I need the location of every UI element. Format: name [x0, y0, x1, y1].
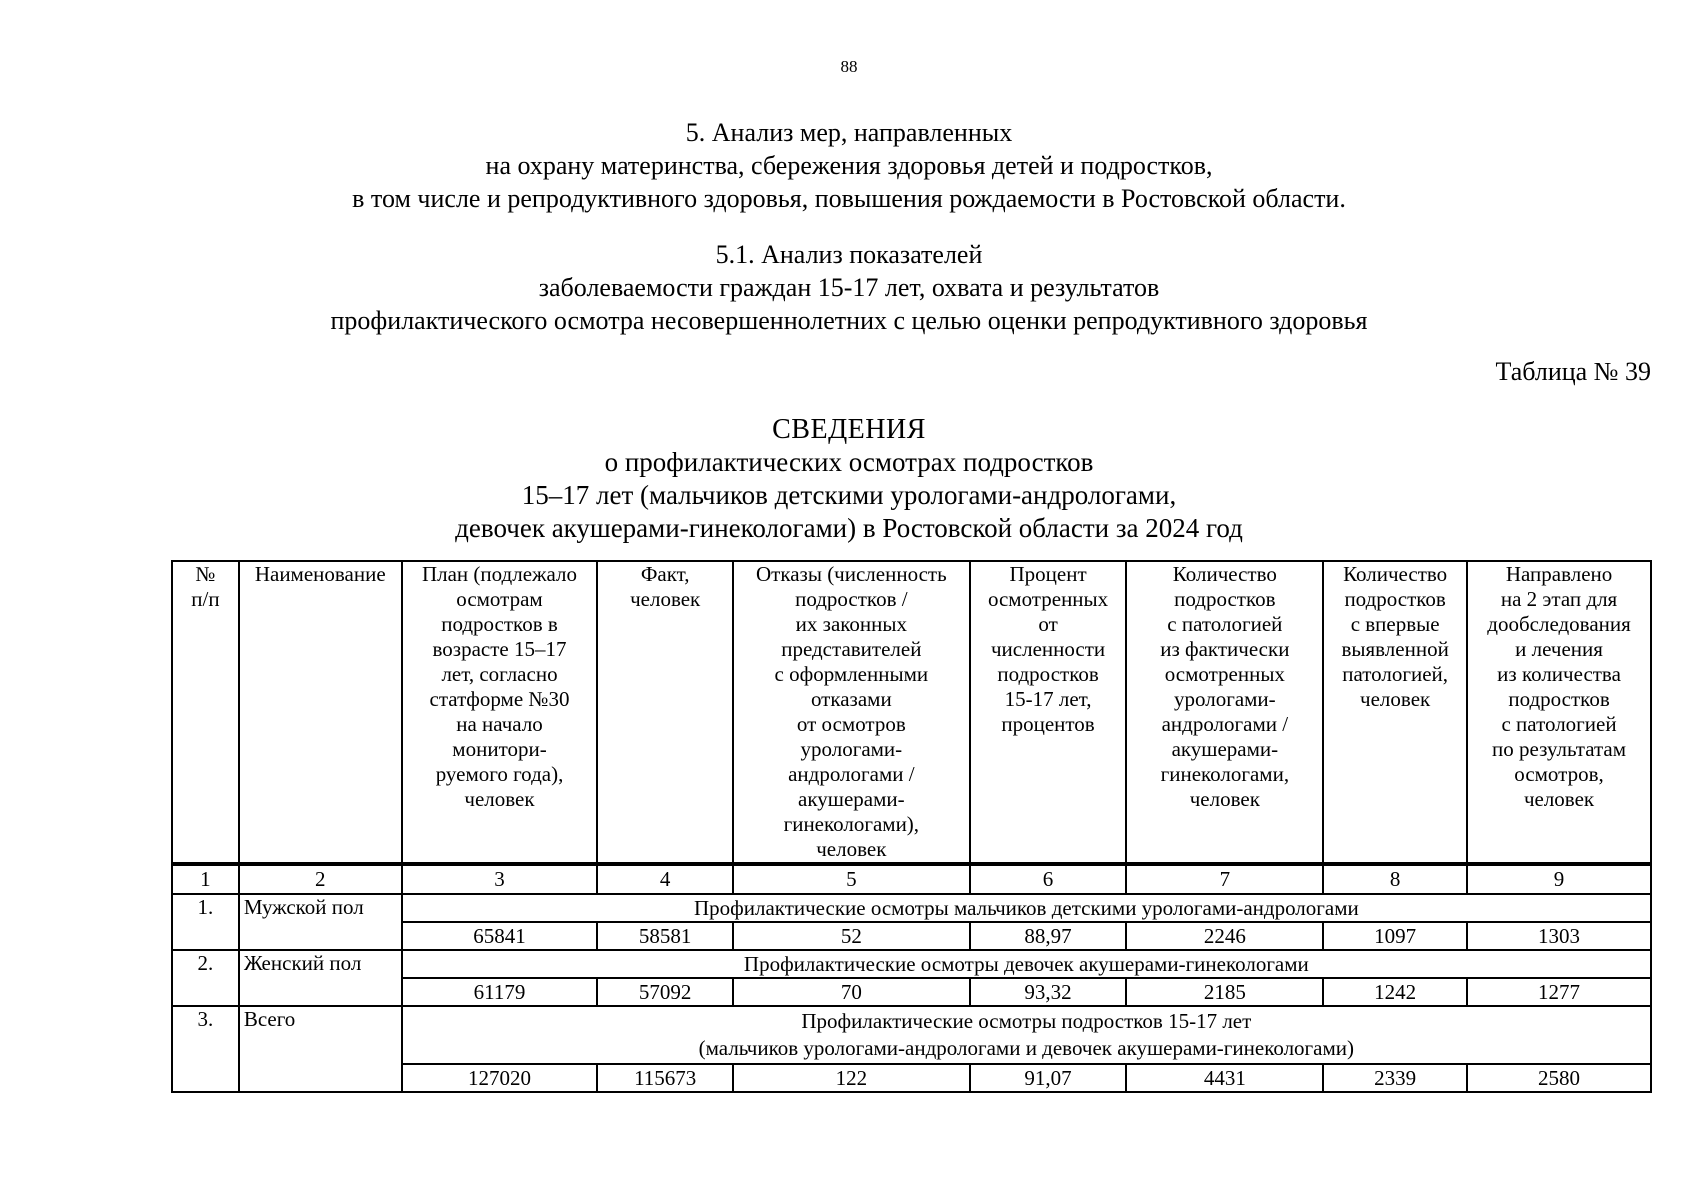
row-number: 3. — [172, 1006, 239, 1092]
column-header-line: осмотров, — [1514, 762, 1604, 786]
value-cell: 1303 — [1467, 922, 1651, 950]
value-cell: 2580 — [1467, 1064, 1651, 1092]
column-header-line: на начало — [456, 712, 543, 736]
column-number: 6 — [970, 864, 1127, 894]
value-cell: 57092 — [597, 978, 733, 1006]
column-header-line: акушерами- — [798, 787, 905, 811]
table-title-line: девочек акушерами-гинекологами) в Ростовской области за 2024 год — [455, 513, 1243, 543]
column-header-line: от осмотров — [796, 712, 906, 736]
heading-line: 5. Анализ мер, направленных — [685, 118, 1013, 147]
column-header-line: процентов — [1001, 712, 1095, 736]
column-number: 4 — [597, 864, 733, 894]
column-number-row — [172, 864, 1651, 894]
value-cell: 93,32 — [970, 978, 1127, 1006]
column-header-line: возрасте 15–17 — [432, 637, 567, 661]
column-header-line: человек — [1189, 787, 1260, 811]
page-number: 88 — [840, 57, 858, 76]
column-header-line: человек — [630, 587, 701, 611]
column-header-line: представителей — [781, 637, 922, 661]
column-header-line: Количество — [1172, 562, 1277, 586]
column-number: 7 — [1126, 864, 1323, 894]
inspection-table — [171, 560, 1652, 1093]
value-cell: 52 — [733, 922, 970, 950]
column-header — [1126, 561, 1323, 864]
column-number: 5 — [733, 864, 970, 894]
section-caption-line: (мальчиков урологами-андрологами и девочек акушерами-гинекологами) — [698, 1036, 1355, 1060]
column-number: 3 — [402, 864, 598, 894]
column-header-line: отказами — [810, 687, 892, 711]
value-cell: 2339 — [1323, 1064, 1467, 1092]
column-header-line: андрологами / — [788, 762, 915, 786]
table-row-female — [172, 950, 1651, 978]
heading-line: заболеваемости граждан 15-17 лет, охвата и результатов — [538, 273, 1160, 302]
value-cell: 127020 — [402, 1064, 598, 1092]
column-header-line: Наименование — [254, 562, 386, 586]
column-header-line: руемого года), — [435, 762, 564, 786]
column-header-line: акушерами- — [1171, 737, 1279, 761]
column-header-line: их законных — [795, 612, 907, 636]
column-header-line: статформе №30 — [429, 687, 570, 711]
column-header-line: от — [1038, 612, 1058, 636]
column-header-line: Факт, — [640, 562, 690, 586]
column-header-line: численности — [990, 637, 1106, 661]
row-name: Женский пол — [239, 950, 402, 1006]
table-title-line: СВЕДЕНИЯ — [772, 414, 926, 445]
column-header-line: с впервые — [1350, 612, 1440, 636]
section-caption-line: Профилактические осмотры подростков 15-17 лет — [801, 1009, 1252, 1033]
section-caption: Профилактические осмотры девочек акушерами-гинекологами — [402, 950, 1651, 978]
column-header — [172, 561, 239, 864]
column-header — [597, 561, 733, 864]
column-header-line: подростков — [997, 662, 1099, 686]
value-cell: 4431 — [1126, 1064, 1323, 1092]
column-header-line: урологами- — [1174, 687, 1276, 711]
heading-line: 5.1. Анализ показателей — [715, 240, 983, 269]
column-header-line: подростков — [1508, 687, 1610, 711]
column-header-line: по результатам — [1492, 737, 1627, 761]
column-header-line: выявленной — [1341, 637, 1449, 661]
column-header — [733, 561, 970, 864]
column-header-line: Количество — [1343, 562, 1448, 586]
heading-line: профилактического осмотра несовершеннолетних с целью оценки репродуктивного здоровья — [330, 306, 1368, 335]
value-cell: 91,07 — [970, 1064, 1127, 1092]
column-header-line: осмотренных — [987, 587, 1109, 611]
column-header-line: Отказы (численность — [755, 562, 947, 586]
column-number: 1 — [172, 864, 239, 894]
column-header — [970, 561, 1127, 864]
column-header-line: человек — [464, 787, 535, 811]
value-cell: 122 — [733, 1064, 970, 1092]
column-header — [1467, 561, 1651, 864]
value-cell: 61179 — [402, 978, 598, 1006]
column-header-line: № — [195, 562, 216, 586]
section-caption: Профилактические осмотры мальчиков детскими урологами-андрологами — [402, 894, 1651, 922]
column-header-line: Процент — [1009, 562, 1087, 586]
column-header-line: человек — [816, 837, 887, 861]
column-header — [239, 561, 402, 864]
table-title — [0, 413, 1698, 545]
column-header-line: подростков — [1174, 587, 1276, 611]
subsection-heading — [0, 238, 1698, 337]
value-cell: 1277 — [1467, 978, 1651, 1006]
column-number: 9 — [1467, 864, 1651, 894]
column-header — [402, 561, 598, 864]
column-header-line: с оформленными — [774, 662, 929, 686]
column-header-line: Направлено — [1505, 562, 1613, 586]
column-header-line: человек — [1523, 787, 1595, 811]
column-header-line: на 2 этап для — [1500, 587, 1618, 611]
heading-line: в том числе и репродуктивного здоровья, повышения рождаемости в Ростовской области. — [352, 184, 1346, 213]
column-header-line: андрологами / — [1161, 712, 1289, 736]
column-header-line: и лечения — [1515, 637, 1603, 661]
column-header-line: из количества — [1497, 662, 1621, 686]
value-cell: 1242 — [1323, 978, 1467, 1006]
column-header-line: осмотренных — [1164, 662, 1285, 686]
value-cell: 2185 — [1126, 978, 1323, 1006]
value-cell: 65841 — [402, 922, 598, 950]
column-header-line: п/п — [191, 587, 220, 611]
value-cell: 1097 — [1323, 922, 1467, 950]
value-cell: 70 — [733, 978, 970, 1006]
column-header-line: гинекологами), — [783, 812, 920, 836]
section-caption — [402, 1006, 1651, 1064]
column-header-line: дообследования — [1487, 612, 1631, 636]
column-header-line: подростков в — [441, 612, 558, 636]
column-number: 8 — [1323, 864, 1467, 894]
row-name: Всего — [239, 1006, 402, 1092]
table-header-row — [172, 561, 1651, 864]
column-header-line: с патологией — [1167, 612, 1283, 636]
section-heading — [0, 116, 1698, 215]
table-title-line: 15–17 лет (мальчиков детскими урологами-андрологами, — [521, 480, 1177, 510]
value-cell: 58581 — [597, 922, 733, 950]
column-header-line: с патологией — [1501, 712, 1617, 736]
column-header-line: осмотрам — [456, 587, 543, 611]
column-header-line: из фактически — [1160, 637, 1290, 661]
column-header-line: урологами- — [800, 737, 903, 761]
column-header-line: План (подлежало — [421, 562, 578, 586]
column-header-line: 15-17 лет, — [1004, 687, 1092, 711]
table-label: Таблица № 39 — [1495, 357, 1651, 386]
value-cell: 88,97 — [970, 922, 1127, 950]
column-number: 2 — [239, 864, 402, 894]
column-header — [1323, 561, 1467, 864]
row-name: Мужской пол — [239, 894, 402, 950]
value-cell: 2246 — [1126, 922, 1323, 950]
column-header-line: патологией, — [1342, 662, 1449, 686]
value-cell: 115673 — [597, 1064, 733, 1092]
column-header-line: монитори- — [452, 737, 547, 761]
row-number: 2. — [172, 950, 239, 1006]
row-number: 1. — [172, 894, 239, 950]
table-row-male — [172, 894, 1651, 922]
column-header-line: человек — [1360, 687, 1431, 711]
heading-line: на охрану материнства, сбережения здоровья детей и подростков, — [485, 151, 1213, 180]
column-header-line: подростков / — [795, 587, 908, 611]
column-header-line: гинекологами, — [1160, 762, 1290, 786]
table-title-line: о профилактических осмотрах подростков — [604, 447, 1094, 477]
column-header-line: подростков — [1344, 587, 1446, 611]
column-header-line: лет, согласно — [441, 662, 558, 686]
table-row-total — [172, 1006, 1651, 1064]
